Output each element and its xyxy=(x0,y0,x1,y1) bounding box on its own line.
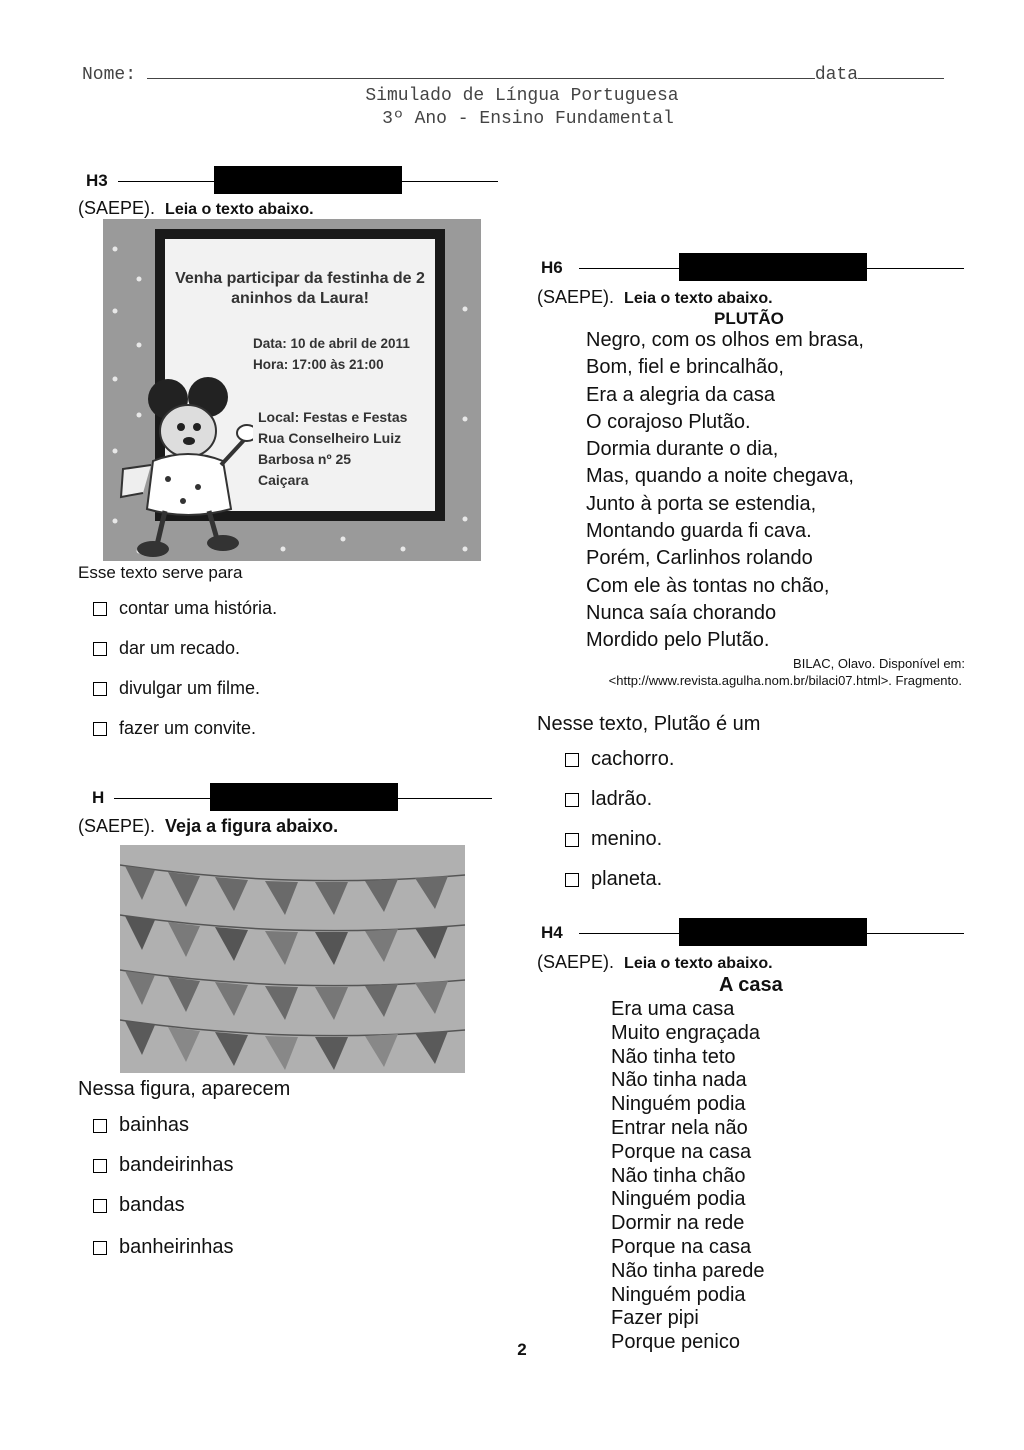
instruction: Leia o texto abaixo. xyxy=(624,955,773,972)
poem-line: Fazer pipi xyxy=(611,1307,699,1330)
bunting-flags-photo xyxy=(120,845,465,1073)
divider xyxy=(398,798,492,799)
option-label: menino. xyxy=(591,828,663,850)
location-line: Rua Conselheiro Luiz xyxy=(258,430,402,446)
date-blank xyxy=(858,62,944,79)
checkbox[interactable] xyxy=(93,642,107,656)
question-header-h3 xyxy=(86,166,498,196)
poem-line: Porque penico xyxy=(611,1331,740,1354)
source-label: (SAEPE). xyxy=(537,952,615,972)
option-label: divulgar um filme. xyxy=(119,678,261,698)
date-label: data xyxy=(814,65,859,85)
checkbox[interactable] xyxy=(565,753,579,767)
answer-option[interactable] xyxy=(565,828,662,851)
poem-line: Era uma casa xyxy=(611,998,735,1020)
option-label: bandeirinhas xyxy=(119,1154,234,1176)
poem-line: Porque na casa xyxy=(611,1235,752,1258)
instruction: Leia o texto abaixo. xyxy=(624,290,773,307)
question-source xyxy=(78,816,338,837)
poem-title: A casa xyxy=(719,974,783,996)
divider xyxy=(579,933,679,934)
checkbox[interactable] xyxy=(565,793,579,807)
poem-line: Ninguém podia xyxy=(611,1188,746,1211)
checkbox[interactable] xyxy=(93,1119,107,1133)
option-label: contar uma história. xyxy=(119,598,278,618)
cartoon-mouse-illustration xyxy=(113,369,253,559)
checkbox[interactable] xyxy=(93,1159,107,1173)
invitation-headline: Venha participar da festinha de 2 aninhos da Laura! xyxy=(175,270,425,307)
question-code: H3 xyxy=(86,171,108,190)
source-label: (SAEPE). xyxy=(78,816,156,836)
poem-body xyxy=(611,998,764,1355)
poem-line: Nunca saía chorando xyxy=(586,601,777,624)
question-source xyxy=(537,287,773,308)
option-label: dar um recado. xyxy=(119,638,241,658)
page-number: 2 xyxy=(517,1340,527,1359)
redacted-block xyxy=(679,918,867,946)
name-line xyxy=(82,62,944,85)
question-source xyxy=(537,952,773,973)
divider xyxy=(402,181,498,182)
question-header-h xyxy=(92,783,492,813)
poem-line: Entrar nela não xyxy=(611,1116,748,1139)
poem-line: Ninguém podia xyxy=(611,1283,746,1306)
question-code: H4 xyxy=(541,923,563,942)
checkbox[interactable] xyxy=(93,1241,107,1255)
poem-line: Mordido pelo Plutão. xyxy=(586,629,770,652)
poem-line: Com ele às tontas no chão, xyxy=(586,574,830,597)
poem-line: Montando guarda fi cava. xyxy=(586,520,812,543)
option-label: banheirinhas xyxy=(119,1236,234,1258)
invitation-time: Hora: 17:00 às 21:00 xyxy=(253,357,384,372)
redacted-block xyxy=(214,166,402,194)
option-label: planeta. xyxy=(591,868,663,890)
poem-line: Ninguém podia xyxy=(611,1093,746,1116)
poem-line: Mas, quando a noite chegava, xyxy=(586,465,854,488)
poem-line: Não tinha parede xyxy=(611,1259,765,1282)
divider xyxy=(579,268,679,269)
poem-line: O corajoso Plutão. xyxy=(586,410,751,433)
divider xyxy=(867,933,964,934)
location-line: Caiçara xyxy=(258,472,309,488)
name-label: Nome: xyxy=(82,65,137,85)
checkbox[interactable] xyxy=(93,1199,107,1213)
answer-option[interactable] xyxy=(93,598,277,619)
answer-option[interactable] xyxy=(93,1154,234,1177)
checkbox[interactable] xyxy=(565,873,579,887)
page-subtitle: 3º Ano - Ensino Fundamental xyxy=(382,109,674,129)
question-header-h6 xyxy=(541,253,964,283)
poem-line: Não tinha chão xyxy=(611,1164,746,1187)
poem-line: Dormia durante o dia, xyxy=(586,438,779,461)
redacted-block xyxy=(679,253,867,281)
invitation-image xyxy=(103,219,481,561)
citation-line: BILAC, Olavo. Disponível em: xyxy=(793,656,965,671)
poem-line: Porque na casa xyxy=(611,1140,752,1163)
answer-option[interactable] xyxy=(93,1236,234,1259)
checkbox[interactable] xyxy=(565,833,579,847)
option-label: bainhas xyxy=(119,1114,190,1136)
invitation-location xyxy=(258,407,407,491)
redacted-block xyxy=(210,783,398,811)
option-label: ladrão. xyxy=(591,788,653,810)
answer-option[interactable] xyxy=(93,1114,189,1137)
option-label: bandas xyxy=(119,1194,185,1216)
answer-option[interactable] xyxy=(93,1194,185,1217)
source-label: (SAEPE). xyxy=(78,198,156,218)
answer-option[interactable] xyxy=(565,748,674,771)
instruction: Veja a figura abaixo. xyxy=(165,816,339,836)
checkbox[interactable] xyxy=(93,602,107,616)
question-stem: Esse texto serve para xyxy=(78,563,243,582)
poem-line: Porém, Carlinhos rolando xyxy=(586,547,813,570)
poem-body xyxy=(586,327,864,655)
question-stem: Nesse texto, Plutão é um xyxy=(537,713,761,735)
poem-line: Muito engraçada xyxy=(611,1021,760,1044)
answer-option[interactable] xyxy=(93,678,260,699)
citation-line: <http://www.revista.agulha.nom.br/bilaci07.html>. Fragmento. xyxy=(608,673,962,688)
location-line: Local: Festas e Festas xyxy=(258,409,408,425)
name-blank xyxy=(147,62,815,79)
invitation-details xyxy=(253,333,410,375)
answer-option[interactable] xyxy=(565,788,652,811)
answer-option[interactable] xyxy=(565,868,662,891)
option-label: fazer um convite. xyxy=(119,718,257,738)
divider xyxy=(867,268,964,269)
option-label: cachorro. xyxy=(591,748,675,770)
page-title: Simulado de Língua Portuguesa xyxy=(365,86,679,106)
poem-title: PLUTÃO xyxy=(714,309,784,328)
checkbox[interactable] xyxy=(93,722,107,736)
poem-line: Era a alegria da casa xyxy=(586,383,776,406)
source-label: (SAEPE). xyxy=(537,287,615,307)
poem-line: Dormir na rede xyxy=(611,1212,745,1235)
bunting-flags-illustration xyxy=(120,845,465,1073)
poem-line: Não tinha teto xyxy=(611,1045,736,1068)
divider xyxy=(118,181,214,182)
answer-option[interactable] xyxy=(93,718,256,739)
invitation-date: Data: 10 de abril de 2011 xyxy=(253,336,410,351)
poem-line: Negro, com os olhos em brasa, xyxy=(586,329,864,351)
question-header-h4 xyxy=(541,918,964,948)
question-code: H xyxy=(92,788,105,807)
question-stem: Nessa figura, aparecem xyxy=(78,1078,291,1100)
poem-line: Junto à porta se estendia, xyxy=(586,492,817,515)
checkbox[interactable] xyxy=(93,682,107,696)
instruction: Leia o texto abaixo. xyxy=(165,201,314,218)
divider xyxy=(114,798,210,799)
question-code: H6 xyxy=(541,258,563,277)
poem-line: Bom, fiel e brincalhão, xyxy=(586,356,784,379)
answer-option[interactable] xyxy=(93,638,240,659)
poem-line: Não tinha nada xyxy=(611,1069,747,1092)
question-source xyxy=(78,198,314,219)
location-line: Barbosa nº 25 xyxy=(258,451,352,467)
